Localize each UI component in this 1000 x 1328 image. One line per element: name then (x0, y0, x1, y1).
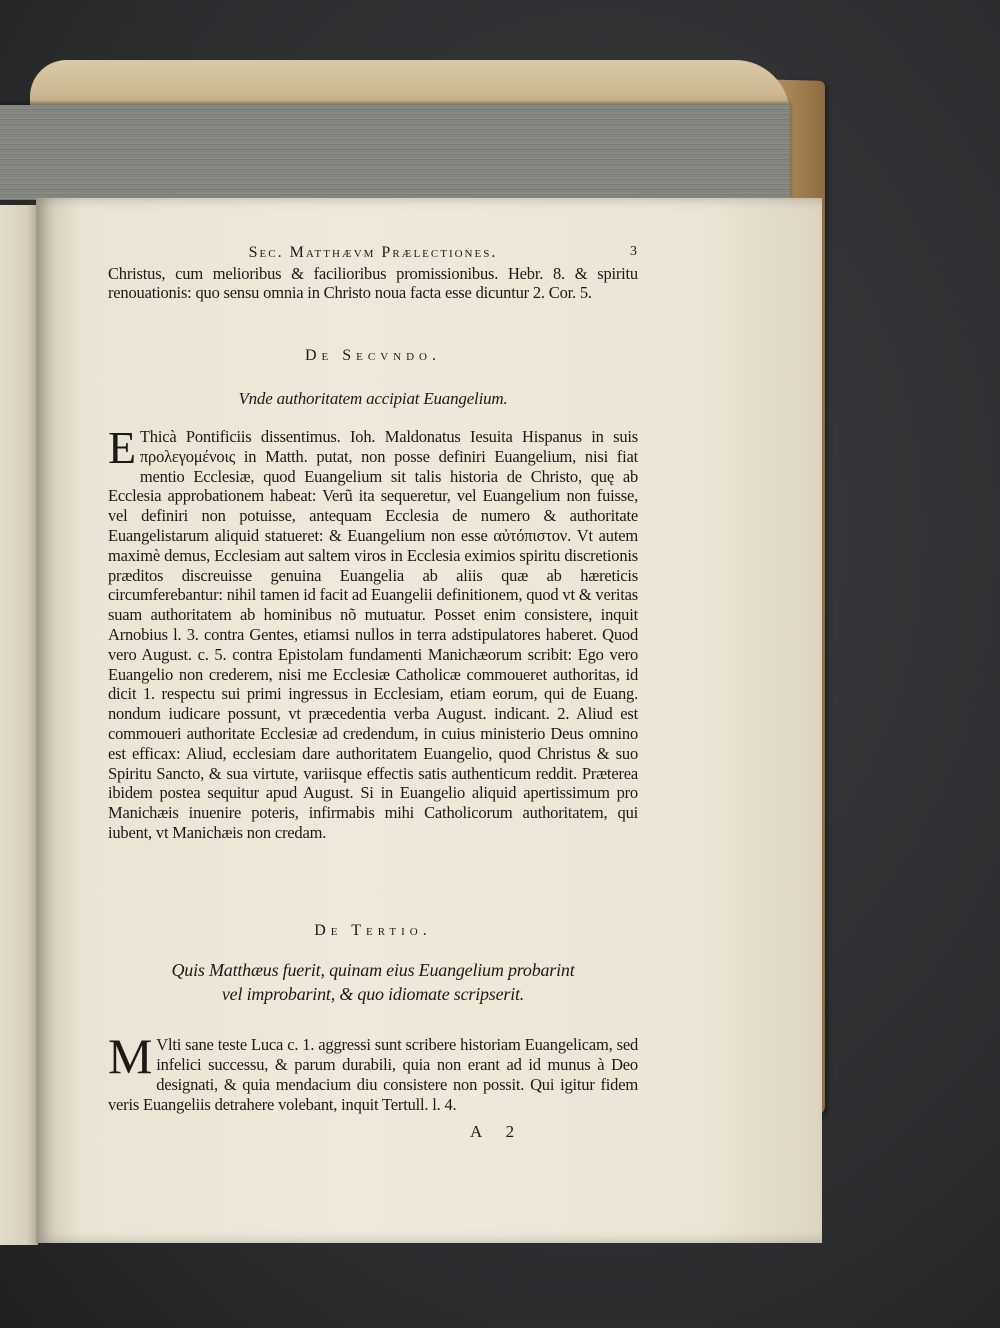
paragraph-1: Christus, cum melioribus & facilioribus promissionibus. Hebr. 8. & spiritu renouationis: quo sensu omnia in Christo noua facta esse dicuntur 2. Cor. 5. (108, 264, 638, 302)
page-block-edge (0, 105, 790, 200)
section-3-body (108, 1028, 638, 1115)
section-2-body (108, 422, 638, 843)
drop-cap-e: E (108, 422, 136, 473)
signature-mark: A 2 (470, 1122, 525, 1141)
left-page (0, 205, 38, 1245)
section-3-subtitle-line-1: Quis Matthæus fuerit, quinam eius Euangelium probarint (171, 960, 575, 980)
section-2-heading: De Secvndo. (304, 347, 441, 364)
page-number: 3 (630, 244, 637, 259)
running-title: Sec. Matthævm Prælectiones. (248, 244, 498, 261)
section-2-text: Thicà Pontificiis dissentimus. Ioh. Maldonatus Iesuita Hispanus in suis προλεγομένοις in Matth. putat, non posse definiri Euangelium, nisi fiat mentio Ecclesiæ, quod Euangelium sit talis historia de Christo, quę ab Ecclesia approbationem habeat: Verũ ita sequeretur, vel Euangelium non fuisse, vel definiri non potuisse, antequam Ecclesia de numero & authoritate Euangelistarum aliquid statueret: & Euangelium non esse αὐτόπιστον. Vt autem maximè demus, Ecclesiam aut saltem viros in Ecclesia eximios spiritu discretionis præditos discreuisse genuina Euangelia ab aliis quæ ab hæreticis circumferebantur: nihil tamen id facit ad Euangelii definitionem, quod vt & veritas suam authoritatem ab hominibus nõ mutuatur. Posset enim consistere, inquit Arnobius l. 3. contra Gentes, etiamsi nullos in terra adstipulatores haberet. Quod vero August. c. 5. contra Epistolam fundamenti Manichæorum scribit: Ego vero Euangelio non crederem, nisi me Ecclesiæ Catholicæ commoueret authoritas, id dicit 1. respectu sui primi ingressus in Ecclesiam, etiam eorum, qui de Euang. nondum iudicare possunt, vt præcedentia verba August. indicant. 2. Aliud est commoueri authoritate Ecclesiæ ad credendum, in cuius ministerio Deus omnino est efficax: Aliud, ecclesiam dare authoritatem Euangelio, quod Christus & suo Spiritu Sancto, & sua virtute, variisque effectis satis authenticum reddit. Præterea ibidem postea sequitur apud August. Si in Euangelio aliquid apertissimum pro Manichæis inuenire poteris, infirmabis mihi Catholicorum authoritatem, qui iubent, vt Manichæis non credam. (108, 427, 638, 842)
section-3-text: Vlti sane teste Luca c. 1. aggressi sunt scribere historiam Euangelicam, sed infelici successu, & parum durabili, quia non erant ad id munus à Deo designati, & quia mendacium diu consistere non possit. Qui igitur fidem veris Euangeliis detrahere volebant, inquit Tertull. l. 4. (108, 1035, 638, 1114)
drop-cap-m: M (108, 1028, 153, 1084)
section-3-subtitle-line-2: vel improbarint, & quo idiomate scripserit. (221, 984, 525, 1004)
section-2-subtitle: Vnde authoritatem accipiat Euangelium. (238, 389, 508, 408)
section-3-subtitle (108, 958, 638, 1006)
section-3-heading: De Tertio. (314, 922, 432, 939)
